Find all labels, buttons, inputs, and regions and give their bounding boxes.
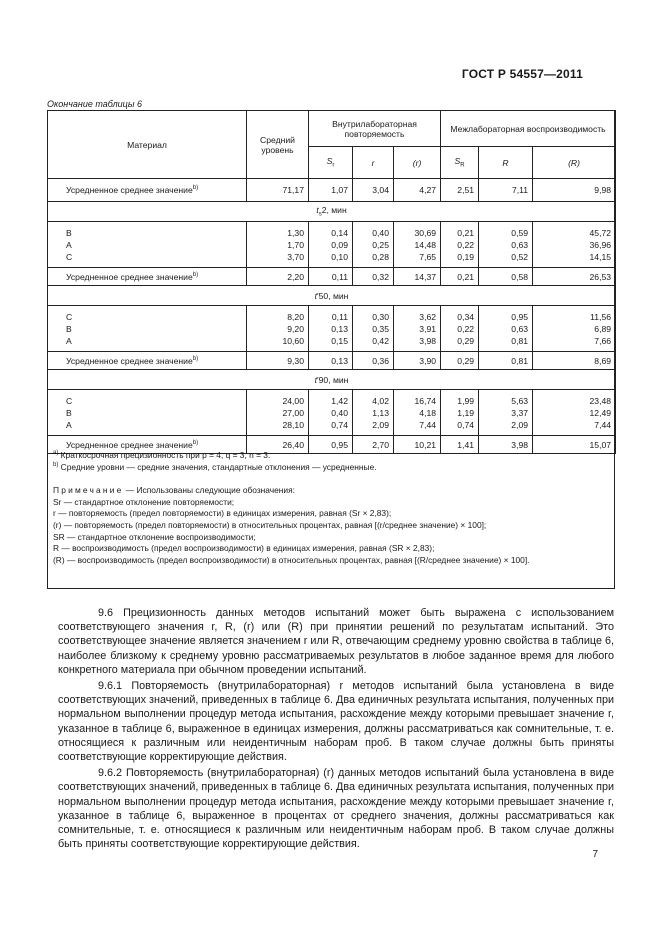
cell: 9,98 [533,179,616,202]
table-caption: Окончание таблицы 6 [47,99,142,109]
table-row [48,268,616,286]
header-mean-level: Средний уровень [247,111,309,179]
table-row [48,222,616,268]
cell: 0,30 0,35 0,42 [353,306,394,352]
cell: 11,56 6,89 7,66 [533,306,616,352]
cell: 45,72 36,96 14,15 [533,222,616,268]
header-r-pct: (r) [394,147,441,179]
cell: 10,21 [394,436,441,454]
note-line: R — воспроизводимость (предел воспроизводимости) в единицах измерения, равная (SR × 2,83); [53,543,435,554]
cell: 16,74 4,18 7,44 [394,390,441,436]
table-row [48,179,616,202]
section-title-row [48,202,616,222]
footnote-a: $^{a)}$ Краткосрочная прецизионность при p = 4, q = 3, n = 3. [53,450,271,460]
table-notes [47,450,615,566]
cell: 8,20 9,20 10,60 [247,306,309,352]
section-title: $t_s2$, мин [48,202,616,222]
avg-label: Усредненное среднее значение$^{b)}$ [48,436,247,454]
cell: 23,48 12,49 7,44 [533,390,616,436]
cell: 1,99 1,19 0,74 [441,390,479,436]
cell: 0,32 [353,268,394,286]
paragraph-9-6-1: 9.6.1 Повторяемость (внутрилабораторная) r методов испытаний была установлена в виде соответствующих значений, приведенных в таблице 6. Два единичных результата испытания, полученных при нормальном выполнении процедур метода испытания, расхождение между которыми превышает значение r, указанное в таблице 6, выраженное в единицах измерения, должны рассматриваться как сомнительные, т. е. относящиеся к различным или неидентичным наборам проб. В таком случае должны быть приняты соответствующие корректирующие действия. [58,680,614,764]
standard-header: ГОСТ Р 54557—2011 [461,67,583,81]
cell: 0,59 0,63 0,52 [479,222,533,268]
body-text [58,606,614,853]
cell: 0,81 [479,352,533,370]
avg-label: Усредненное среднее значение$^{b)}$ [48,179,247,202]
paragraph-9-6: 9.6 Прецизионность данных методов испытаний может быть выражена с использованием соответствующего значения r, R, (r) или (R) при принятии решений по результатам испытаний. Это соответствующее значение является значением r или R, отвечающим среднему уровню свойства в таблице 6, наиболее близкому к среднему уровню рассматриваемых результатов в любое заданное время для любого конкретного материала при обычном проведении испытаний. [58,607,614,676]
cell: 1,42 0,40 0,74 [309,390,353,436]
cell: 2,20 [247,268,309,286]
cell: 3,04 [353,179,394,202]
materials-cell: B A C [48,222,247,268]
note-line: Sr — стандартное отклонение повторяемости; [53,496,235,507]
cell: 4,27 [394,179,441,202]
avg-label: Усредненное среднее значение$^{b)}$ [48,268,247,286]
cell: 0,29 [441,352,479,370]
footnote-b: $^{b)}$ Средние уровни — средние значения, стандартные отклонения — усредненные. [53,461,377,472]
section-title: t'90, мин [48,370,616,390]
note-line: r — повторяемость (предел повторяемости) в единицах измерения, равная (Sr × 2,83); [53,508,392,519]
cell: 9,30 [247,352,309,370]
header-R-pct: (R) [533,147,616,179]
cell: 0,58 [479,268,533,286]
cell: 0,21 [441,268,479,286]
cell: 3,90 [394,352,441,370]
header-repeatability: Внутрилабораторная повторяемость [309,111,441,147]
cell: 3,98 [479,436,533,454]
section-title-row [48,370,616,390]
header-material: Материал [48,111,247,179]
cell: 8,69 [533,352,616,370]
cell: 0,34 0,22 0,29 [441,306,479,352]
cell: 14,37 [394,268,441,286]
materials-cell: C B A [48,390,247,436]
paragraph-9-6-2: 9.6.2 Повторяемость (внутрилабораторная) (r) данных методов испытаний была установлена в виде соответствующих значений, приведенных в таблице 6. Два единичных результата испытания, полученных при нормальном выполнении процедур метода испытания, расхождение между которыми превышает значение r, указанное в таблице 6, выраженное в процентах от среднего значения, должны рассматриваться как сомнительные, т. е. относящиеся к различным или неидентичным наборам проб. В таком случае должны быть приняты соответствующие корректирующие действия. [58,767,614,851]
cell: 0,36 [353,352,394,370]
cell: 2,70 [353,436,394,454]
cell: 26,40 [247,436,309,454]
cell: 0,95 0,63 0,81 [479,306,533,352]
cell: 26,53 [533,268,616,286]
cell: 24,00 27,00 28,10 [247,390,309,436]
cell: 15,07 [533,436,616,454]
cell: 30,69 14,48 7,65 [394,222,441,268]
note-line: (r) — повторяемость (предел повторяемости) в относительных процентах, равная [(r/среднее значение) × 100]; [53,519,487,530]
cell: 0,95 [309,436,353,454]
header-R: R [479,147,533,179]
cell: 71,17 [247,179,309,202]
section-title-row [48,286,616,306]
header-reproducibility: Межлабораторная воспроизводимость [441,111,616,147]
note-intro: Примечание — Использованы следующие обозначения: [53,485,295,496]
cell: 1,30 1,70 3,70 [247,222,309,268]
cell: 0,13 [309,352,353,370]
note-line: SR — стандартное отклонение воспроизводимости; [53,531,256,542]
cell: 1,41 [441,436,479,454]
cell: 7,11 [479,179,533,202]
table-row [48,306,616,352]
page-number: 7 [592,849,598,860]
cell: 5,63 3,37 2,09 [479,390,533,436]
avg-label: Усредненное среднее значение$^{b)}$ [48,352,247,370]
header-r: r [353,147,394,179]
header-sr: $S_r$ [309,147,353,179]
section-title: t'50, мин [48,286,616,306]
cell: 0,11 0,13 0,15 [309,306,353,352]
note-line: (R) — воспроизводимость (предел воспроизводимости) в относительных процентах, равная [(R/среднее значение) × 100]. [53,554,530,565]
materials-cell: C B A [48,306,247,352]
cell: 0,21 0,22 0,19 [441,222,479,268]
cell: 0,40 0,25 0,28 [353,222,394,268]
cell: 0,14 0,09 0,10 [309,222,353,268]
cell: 3,62 3,91 3,98 [394,306,441,352]
cell: 4,02 1,13 2,09 [353,390,394,436]
cell: 2,51 [441,179,479,202]
cell: 0,11 [309,268,353,286]
header-sR: $S_R$ [441,147,479,179]
cell: 1,07 [309,179,353,202]
precision-table [47,110,616,454]
table-row [48,352,616,370]
table-row [48,390,616,436]
